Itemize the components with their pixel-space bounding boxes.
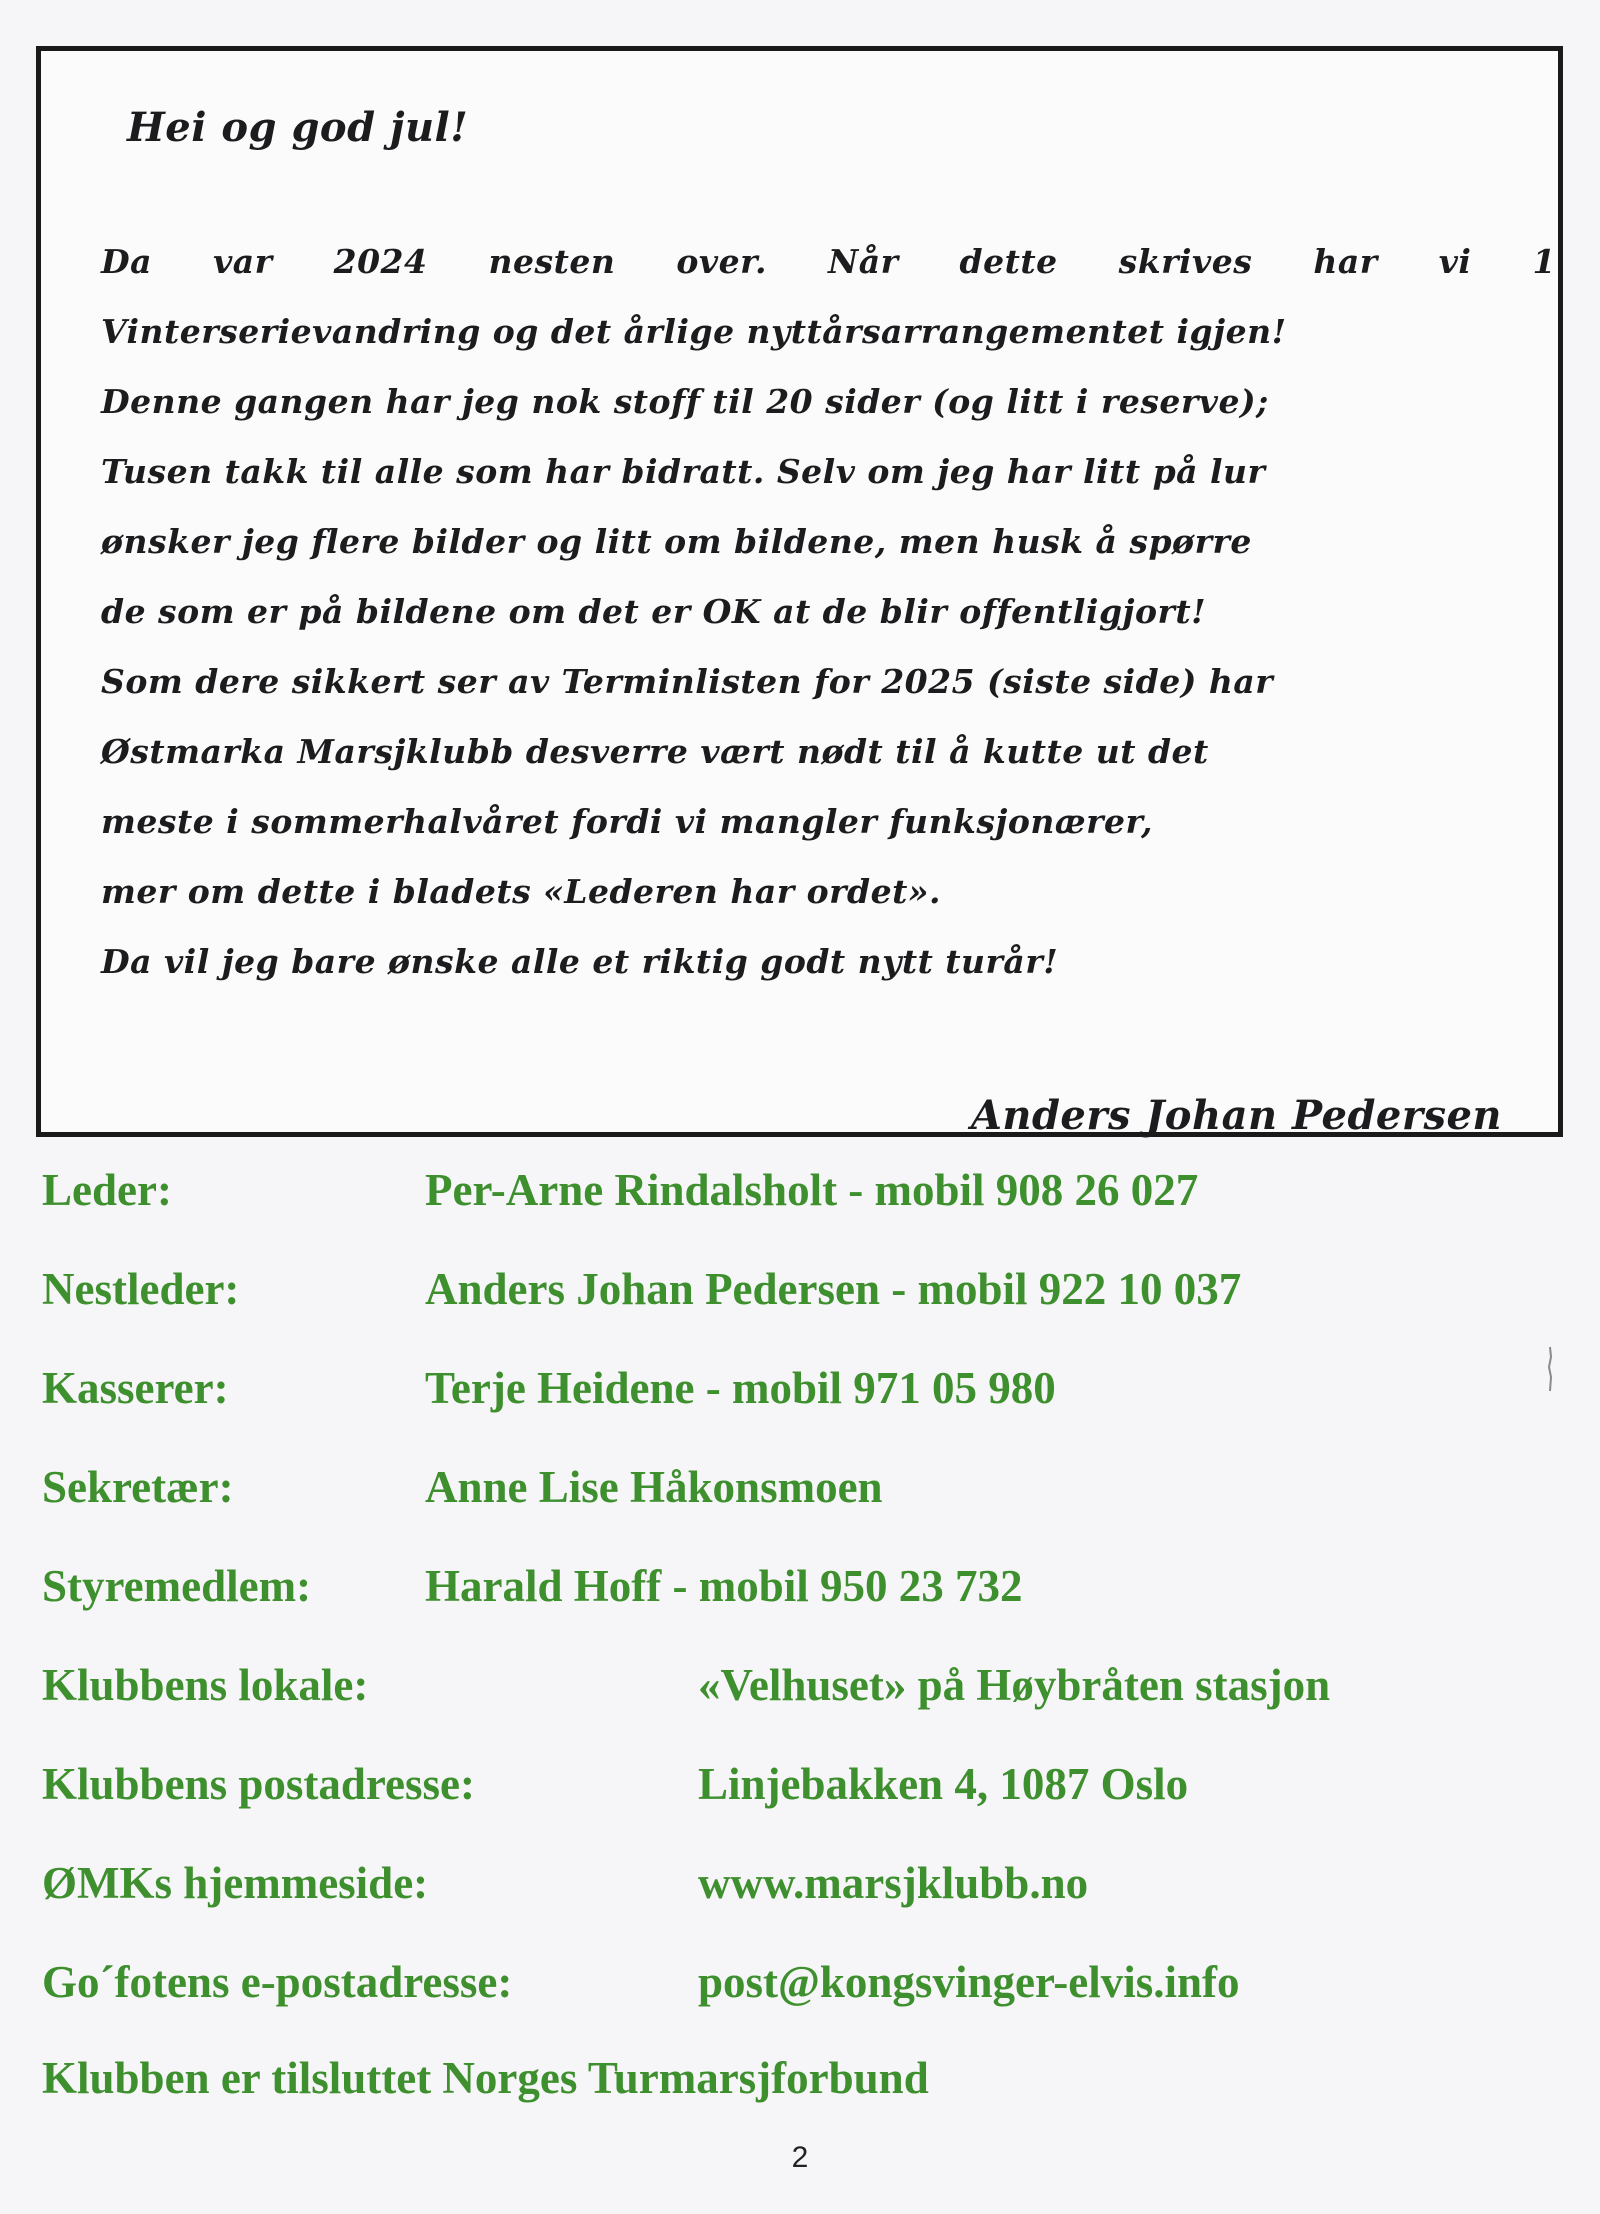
letter-line: de som er på bildene om det er OK at de blir offentligjort!	[101, 592, 1207, 631]
contact-row-epost	[42, 1952, 1562, 2051]
contact-label: Klubbens postadresse:	[42, 1759, 476, 1809]
letter-line: Denne gangen har jeg nok stoff til 20 sider (og litt i reserve);	[101, 382, 1269, 421]
contact-value: «Velhuset» på Høybråten stasjon	[698, 1660, 1331, 1710]
contact-label: Klubbens lokale:	[42, 1660, 369, 1710]
contact-row-styremedlem	[42, 1556, 1562, 1655]
contact-label: Styremedlem:	[42, 1561, 312, 1611]
letter-greeting: Hei og god jul!	[127, 104, 469, 151]
contact-row-postadresse	[42, 1754, 1562, 1853]
contact-value: Terje Heidene - mobil 971 05 980	[425, 1363, 1056, 1413]
contact-value: Linjebakken 4, 1087 Oslo	[698, 1759, 1189, 1809]
contact-label: Kasserer:	[42, 1363, 229, 1413]
letter-signature: Anders Johan Pedersen	[970, 1092, 1502, 1139]
letter-line: meste i sommerhalvåret fordi vi mangler funksjonærer,	[101, 802, 1153, 841]
letter-line: Østmarka Marsjklubb desverre vært nødt til å kutte ut det	[101, 732, 1209, 771]
contact-label: Leder:	[42, 1165, 172, 1215]
letter-body	[101, 227, 1556, 997]
contact-row-hjemmeside	[42, 1853, 1562, 1952]
letter-box	[36, 46, 1563, 1137]
contact-label: Go´fotens e-postadresse:	[42, 1957, 513, 2007]
contact-row-kasserer	[42, 1358, 1562, 1457]
contact-label: Nestleder:	[42, 1264, 240, 1314]
letter-line: Vinterserievandring og det årlige nyttårsarrangementet igjen!	[101, 312, 1287, 351]
contact-value: Anders Johan Pedersen - mobil 922 10 037	[425, 1264, 1242, 1314]
contact-value: Harald Hoff - mobil 950 23 732	[425, 1561, 1023, 1611]
scan-mark-icon	[1545, 1345, 1555, 1395]
contact-value: Per-Arne Rindalsholt - mobil 908 26 027	[425, 1165, 1199, 1215]
contact-value: Anne Lise Håkonsmoen	[425, 1462, 883, 1512]
contact-row-leder	[42, 1160, 1562, 1259]
letter-line: Som dere sikkert ser av Terminlisten for 2025 (siste side) har	[101, 662, 1274, 701]
letter-line: mer om dette i bladets «Lederen har ordet».	[101, 872, 941, 911]
letter-line: Da vil jeg bare ønske alle et riktig godt nytt turår!	[101, 942, 1059, 981]
contact-row-sekretaer	[42, 1457, 1562, 1556]
website-link[interactable]: www.marsjklubb.no	[698, 1858, 1089, 1908]
contact-label: Sekretær:	[42, 1462, 234, 1512]
contact-label: ØMKs hjemmeside:	[42, 1858, 429, 1908]
contact-list	[42, 1160, 1562, 2051]
email-link[interactable]: post@kongsvinger-elvis.info	[698, 1957, 1240, 2007]
affiliation-text: Klubben er tilsluttet Norges Turmarsjforbund	[42, 2053, 929, 2103]
contact-row-nestleder	[42, 1259, 1562, 1358]
letter-line: Tusen takk til alle som har bidratt. Selv om jeg har litt på lur	[101, 452, 1266, 491]
contact-row-lokale	[42, 1655, 1562, 1754]
letter-line: Da var 2024 nesten over. Når dette skrives har vi 1	[101, 242, 1556, 281]
letter-line: ønsker jeg flere bilder og litt om bildene, men husk å spørre	[101, 522, 1252, 561]
page-number: 2	[791, 2141, 809, 2174]
